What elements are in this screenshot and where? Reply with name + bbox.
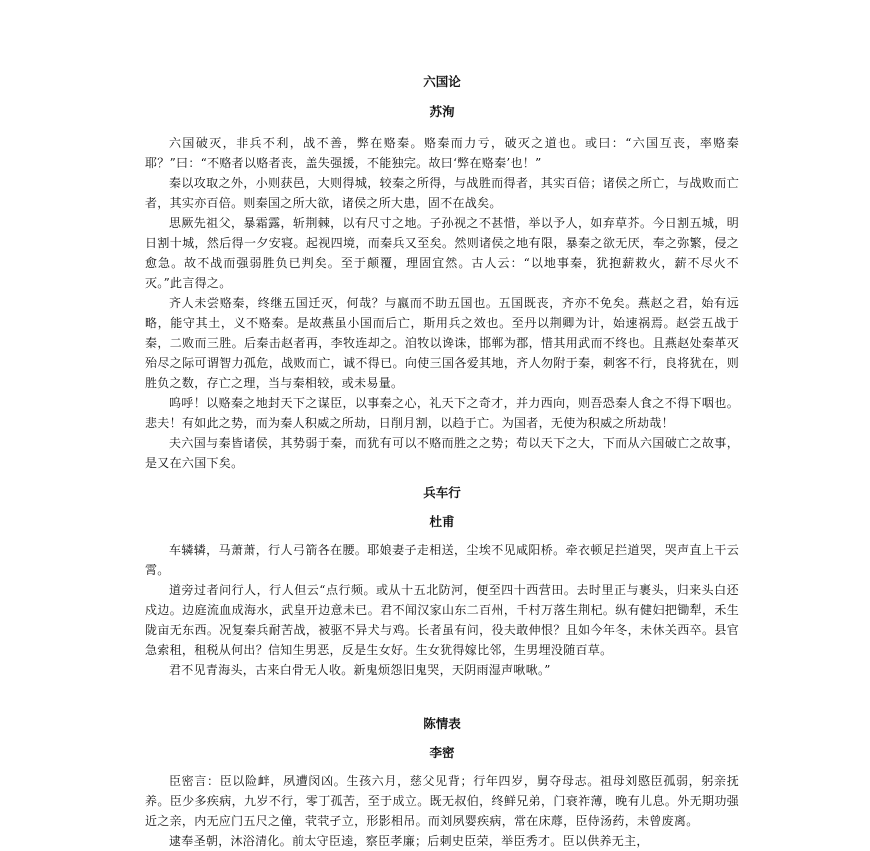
section-author-dufu: 杜甫 xyxy=(429,514,455,529)
section-body-bingchexing xyxy=(145,540,739,680)
section-title-bingchexing: 兵车行 xyxy=(423,485,461,500)
section-title-chenqingbiao: 陈情表 xyxy=(423,716,461,731)
section-title-liuguolun: 六国论 xyxy=(423,74,461,89)
paragraph: 臣密言：臣以险衅，夙遭闵凶。生孩六月，慈父见背；行年四岁，舅夺母志。祖母刘愍臣孤弱，躬亲抚养。臣少多疾病，九岁不行，零丁孤苦，至于成立。既无叔伯，终鲜兄弟，门衰祚薄，晚有儿息。外无期功强近之亲，内无应门五尺之僮，茕茕孑立，形影相吊。而刘夙婴疾病，常在床蓐，臣侍汤药，未曾废离。 xyxy=(145,774,739,828)
paragraph: 呜呼！以赂秦之地封天下之谋臣，以事秦之心，礼天下之奇才，并力西向，则吾恐秦人食之不得下咽也。悲夫！有如此之势，而为秦人积威之所劫，日削月割，以趋于亡。为国者，无使为积威之所劫哉！ xyxy=(145,396,739,430)
paragraph: 车辚辚，马萧萧，行人弓箭各在腰。耶娘妻子走相送，尘埃不见咸阳桥。牵衣顿足拦道哭，哭声直上干云霄。 xyxy=(145,543,739,577)
paragraph: 逮奉圣朝，沐浴清化。前太守臣逵，察臣孝廉；后刺史臣荣，举臣秀才。臣以供养无主， xyxy=(169,834,649,848)
paragraph: 思厥先祖父，暴霜露，斩荆棘，以有尺寸之地。子孙视之不甚惜，举以予人，如弃草芥。今日割五城，明日割十城，然后得一夕安寝。起视四境，而秦兵又至矣。然则诸侯之地有限，暴秦之欲无厌，奉之弥繁，侵之愈急。故不战而强弱胜负已判矣。至于颠覆，理固宜然。古人云：“以地事秦，犹抱薪救火，薪不尽火不灭。”此言得之。 xyxy=(145,216,739,290)
paragraph: 道旁过者问行人，行人但云“点行频。或从十五北防河，便至四十西营田。去时里正与裹头，归来头白还戍边。边庭流血成海水，武皇开边意未已。君不闻汉家山东二百州，千村万落生荆杞。纵有健妇把锄犁，禾生陇亩无东西。况复秦兵耐苦战，被驱不异犬与鸡。长者虽有问，役夫敢伸恨？且如今年冬，未休关西卒。县官急索租，租税从何出？信知生男恶，反是生女好。生女犹得嫁比邻，生男埋没随百草。 xyxy=(145,583,739,657)
section-body-liuguolun xyxy=(145,133,739,473)
section-body-chenqingbiao xyxy=(145,771,739,851)
document-page xyxy=(145,62,739,851)
paragraph: 齐人未尝赂秦，终继五国迁灭，何哉？与嬴而不助五国也。五国既丧，齐亦不免矣。燕赵之君，始有远略，能守其土，义不赂秦。是故燕虽小国而后亡，斯用兵之效也。至丹以荆卿为计，始速祸焉。赵尝五战于秦，二败而三胜。后秦击赵者再，李牧连却之。洎牧以谗诛，邯郸为郡，惜其用武而不终也。且燕赵处秦革灭殆尽之际可谓智力孤危，战败而亡，诚不得已。向使三国各爱其地，齐人勿附于秦，刺客不行，良将犹在，则胜负之数，存亡之理，当与秦相较，或未易量。 xyxy=(145,296,739,390)
section-author-suxun: 苏洵 xyxy=(429,104,455,119)
paragraph: 秦以攻取之外，小则获邑，大则得城，较秦之所得，与战胜而得者，其实百倍；诸侯之所亡，与战败而亡者，其实亦百倍。则秦国之所大欲，诸侯之所大患，固不在战矣。 xyxy=(145,176,739,210)
section-author-limi: 李密 xyxy=(429,745,455,760)
paragraph: 夫六国与秦皆诸侯，其势弱于秦，而犹有可以不赂而胜之之势；苟以天下之大，下而从六国破亡之故事，是又在六国下矣。 xyxy=(145,436,739,470)
paragraph: 六国破灭，非兵不利，战不善，弊在赂秦。赂秦而力亏，破灭之道也。或曰：“六国互丧，率赂秦耶？”曰：“不赂者以赂者丧，盖失强援，不能独完。故曰‘弊在赂秦’也！” xyxy=(145,136,739,170)
paragraph: 君不见青海头，古来白骨无人收。新鬼烦怨旧鬼哭，天阴雨湿声啾啾。” xyxy=(169,663,551,677)
